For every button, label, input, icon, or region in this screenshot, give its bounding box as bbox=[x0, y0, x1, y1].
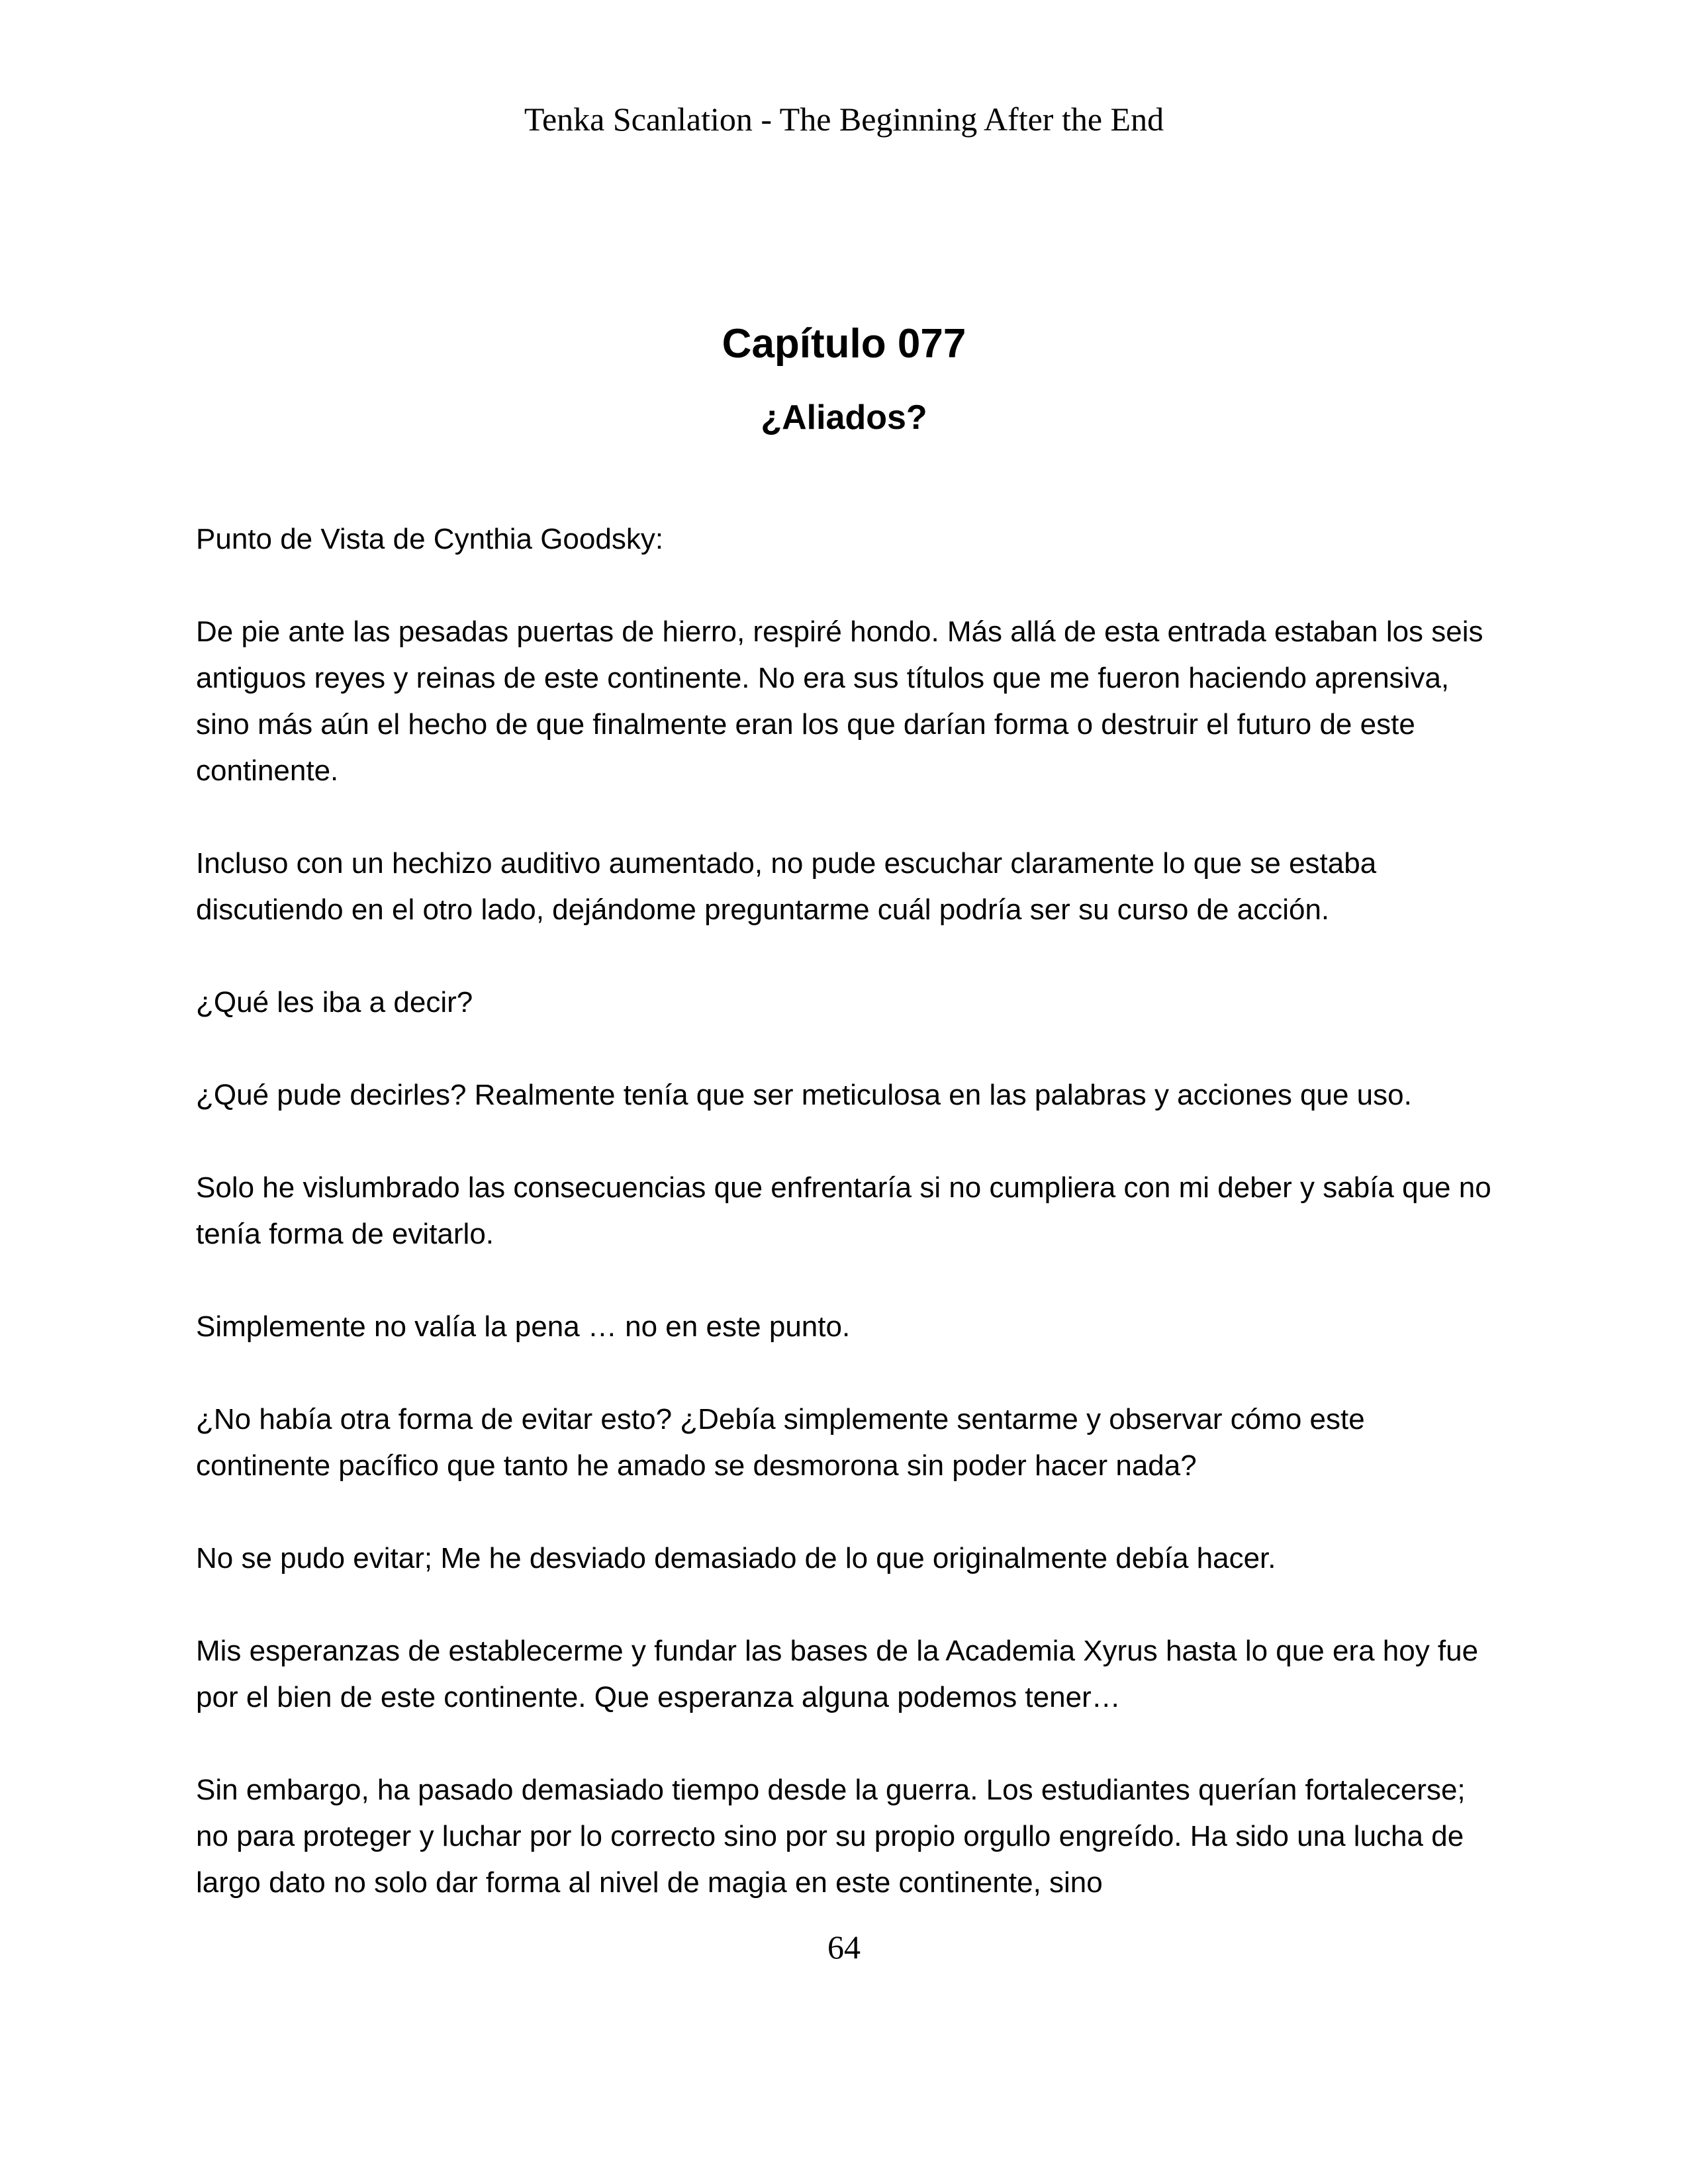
paragraph: Mis esperanzas de establecerme y fundar las bases de la Academia Xyrus hasta lo que era hoy fue por el bien de este continente. Que esperanza alguna podemos tener… bbox=[196, 1635, 1479, 1713]
chapter-body bbox=[196, 516, 1493, 1906]
chapter-title: Capítulo 077 bbox=[722, 321, 966, 367]
paragraph: Punto de Vista de Cynthia Goodsky: bbox=[196, 523, 664, 555]
running-header: Tenka Scanlation - The Beginning After the End bbox=[524, 101, 1164, 138]
paragraph: Simplemente no valía la pena … no en este punto. bbox=[196, 1310, 851, 1343]
paragraph: Sin embargo, ha pasado demasiado tiempo desde la guerra. Los estudiantes querían fortalecerse; no para proteger y luchar por lo correcto sino por su propio orgullo engreído. Ha sido una lucha de largo dato no solo dar forma al nivel de magia en este continente, sino bbox=[196, 1774, 1466, 1899]
paragraph: ¿No había otra forma de evitar esto? ¿Debía simplemente sentarme y observar cómo este continente pacífico que tanto he amado se desmorona sin poder hacer nada? bbox=[196, 1403, 1365, 1482]
paragraph: Incluso con un hechizo auditivo aumentado, no pude escuchar claramente lo que se estaba discutiendo en el otro lado, dejándome preguntarme cuál podría ser su curso de acción. bbox=[196, 847, 1377, 926]
paragraph: ¿Qué pude decirles? Realmente tenía que ser meticulosa en las palabras y acciones que uso. bbox=[196, 1079, 1412, 1111]
paragraph: No se pudo evitar; Me he desviado demasiado de lo que originalmente debía hacer. bbox=[196, 1542, 1276, 1574]
chapter-subtitle: ¿Aliados? bbox=[761, 398, 927, 437]
paragraph: Solo he vislumbrado las consecuencias que enfrentaría si no cumpliera con mi deber y sabía que no tenía forma de evitarlo. bbox=[196, 1171, 1491, 1250]
page-number: 64 bbox=[827, 1929, 861, 1966]
paragraph: ¿Qué les iba a decir? bbox=[196, 986, 473, 1019]
paragraph: De pie ante las pesadas puertas de hierro, respiré hondo. Más allá de esta entrada estaban los seis antiguos reyes y reinas de este continente. No era sus títulos que me fueron haciendo aprensiva, sino más aún el hecho de que finalmente eran los que darían forma o destruir el futuro de este continente. bbox=[196, 615, 1483, 787]
